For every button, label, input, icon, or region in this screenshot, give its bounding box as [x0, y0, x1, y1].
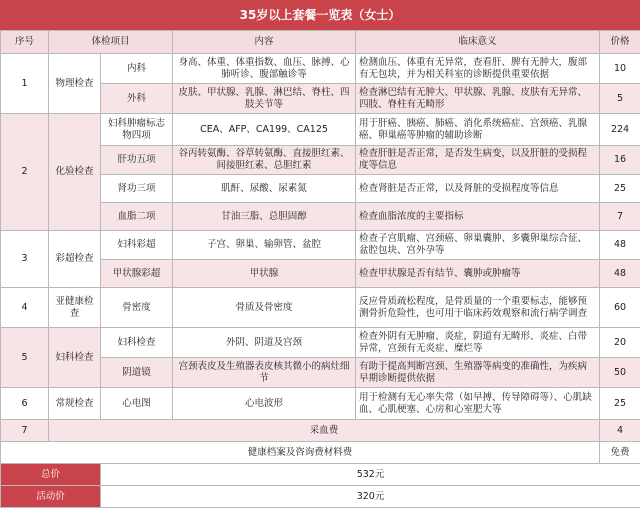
row-meaning: 检测血压、体重有无异常，查看肝、脾有无肿大，腹部有无包块，并为相关科室的诊断提供重要依据 — [356, 54, 600, 84]
table-row — [1, 442, 640, 464]
row-price: 20 — [600, 328, 640, 358]
row-price: 48 — [600, 231, 640, 260]
table-row — [1, 328, 640, 358]
row-category: 常规检查 — [49, 388, 101, 420]
row-meaning: 检查子宫肌瘤、宫颈癌、卵巢囊肿、多囊卵巢综合征、盆腔包块、宫外孕等 — [356, 231, 600, 260]
header-no: 序号 — [1, 31, 49, 54]
row-meaning: 用于检测有无心率失常（如早搏、传导障碍等）、心肌缺血、心肌梗塞、心房和心室肥大等 — [356, 388, 600, 420]
row-number: 2 — [1, 114, 49, 231]
row-subitem: 妇科彩超 — [101, 231, 173, 260]
row-category: 化验检查 — [49, 114, 101, 231]
row-fee-label: 健康档案及咨询费材料费 — [1, 442, 600, 464]
row-content: 皮肤、甲状腺、乳腺、淋巴结、脊柱、四肢关节等 — [173, 84, 356, 114]
row-subitem: 肝功五项 — [101, 146, 173, 175]
header-item: 体检项目 — [49, 31, 173, 54]
row-content: 谷丙转氨酶、谷草转氨酶、直接胆红素、间接胆红素、总胆红素 — [173, 146, 356, 175]
row-fee-label: 采血费 — [49, 420, 600, 442]
row-number: 6 — [1, 388, 49, 420]
row-price: 10 — [600, 54, 640, 84]
row-subitem: 骨密度 — [101, 288, 173, 328]
row-content: CEA、AFP、CA199、CA125 — [173, 114, 356, 146]
row-price: 5 — [600, 84, 640, 114]
row-price: 25 — [600, 388, 640, 420]
table-title: 35岁以上套餐一览表（女士） — [0, 0, 640, 30]
header-price: 价格 — [600, 31, 640, 54]
row-meaning: 检查肝脏是否正常，是否发生病变，以及肝脏的受损程度等信息 — [356, 146, 600, 175]
row-price: 48 — [600, 260, 640, 288]
row-number: 3 — [1, 231, 49, 288]
row-content: 甲状腺 — [173, 260, 356, 288]
total-row — [1, 464, 640, 486]
row-meaning: 检查肾脏是否正常，以及肾脏的受损程度等信息 — [356, 175, 600, 203]
row-meaning: 反应骨质疏松程度，是骨质量的一个重要标志，能够预测骨折危险性，也可用于临床药效观察和流行病学调查 — [356, 288, 600, 328]
row-number: 1 — [1, 54, 49, 114]
row-price: 4 — [600, 420, 640, 442]
row-price: 224 — [600, 114, 640, 146]
row-price: 60 — [600, 288, 640, 328]
header-content: 内容 — [173, 31, 356, 54]
promo-row — [1, 486, 640, 508]
row-content: 肌酐、尿酸、尿素氮 — [173, 175, 356, 203]
row-subitem: 甲状腺彩超 — [101, 260, 173, 288]
row-number: 7 — [1, 420, 49, 442]
table-row — [1, 231, 640, 260]
row-subitem: 肾功三项 — [101, 175, 173, 203]
total-value: 532元 — [101, 464, 640, 486]
row-number: 5 — [1, 328, 49, 388]
row-subitem: 内科 — [101, 54, 173, 84]
row-category: 妇科检查 — [49, 328, 101, 388]
row-subitem: 心电图 — [101, 388, 173, 420]
row-subitem: 妇科检查 — [101, 328, 173, 358]
row-price: 7 — [600, 203, 640, 231]
row-content: 心电波形 — [173, 388, 356, 420]
table-row — [1, 288, 640, 328]
row-meaning: 检查甲状腺是否有结节、囊肿或肿瘤等 — [356, 260, 600, 288]
row-subitem: 阴道镜 — [101, 358, 173, 388]
row-content: 子宫、卵巢、输卵管、盆腔 — [173, 231, 356, 260]
row-price: 25 — [600, 175, 640, 203]
table-row — [1, 114, 640, 146]
row-content: 宫颈表皮及生殖器表皮核其微小的病灶细节 — [173, 358, 356, 388]
row-meaning: 检查淋巴结有无肿大、甲状腺、乳腺、皮肤有无异常、四肢、脊柱有无畸形 — [356, 84, 600, 114]
table-row — [1, 54, 640, 84]
table-row — [1, 388, 640, 420]
row-content: 骨质及骨密度 — [173, 288, 356, 328]
row-category: 亚健康检查 — [49, 288, 101, 328]
row-subitem: 妇科肿瘤标志物四项 — [101, 114, 173, 146]
row-price: 50 — [600, 358, 640, 388]
row-meaning: 检查血脂浓度的主要指标 — [356, 203, 600, 231]
row-content: 外阴、阴道及宫颈 — [173, 328, 356, 358]
row-price: 免费 — [600, 442, 640, 464]
header-row — [1, 31, 640, 54]
total-label: 总价 — [1, 464, 101, 486]
table-row — [1, 420, 640, 442]
row-meaning: 用于肝癌、胰癌、肺癌、消化系统癌症、宫颈癌、乳腺癌、卵巢癌等肿瘤的辅助诊断 — [356, 114, 600, 146]
row-price: 16 — [600, 146, 640, 175]
header-meaning: 临床意义 — [356, 31, 600, 54]
row-number: 4 — [1, 288, 49, 328]
row-category: 物理检查 — [49, 54, 101, 114]
promo-label: 活动价 — [1, 486, 101, 508]
promo-value: 320元 — [101, 486, 640, 508]
row-subitem: 外科 — [101, 84, 173, 114]
row-category: 彩超检查 — [49, 231, 101, 288]
package-table — [0, 30, 640, 508]
row-subitem: 血脂二项 — [101, 203, 173, 231]
row-meaning: 有助于提高判断宫颈、生殖器等病变的准确性，为疾病早期诊断提供依据 — [356, 358, 600, 388]
row-content: 身高、体重、体重指数、血压、脉搏、心肺听诊、腹部触诊等 — [173, 54, 356, 84]
row-content: 甘油三脂、总胆固醇 — [173, 203, 356, 231]
row-meaning: 检查外阴有无肿瘤、炎症，阴道有无畸形、炎症、白带异常，宫颈有无炎症、糜烂等 — [356, 328, 600, 358]
